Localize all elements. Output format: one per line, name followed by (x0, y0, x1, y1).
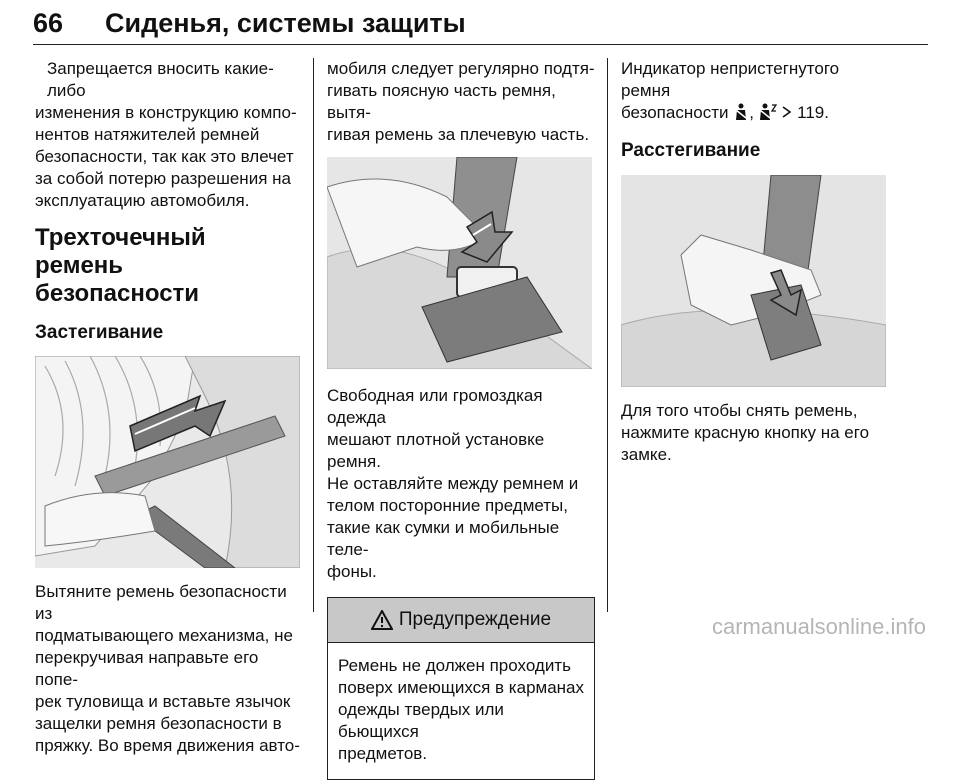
figure-tightening-belt (327, 157, 592, 369)
text-line: Вытяните ремень безопасности из (35, 582, 287, 623)
text-line: телом посторонние предметы, (327, 496, 568, 515)
text-line: Ремень не должен проходить (338, 656, 571, 675)
passenger-seatbelt-reminder-icon (759, 103, 777, 121)
text-line: Индикатор непристегнутого ремня (621, 59, 840, 100)
text-line: Не оставляйте между ремнем и (327, 474, 579, 493)
warning-box (327, 597, 595, 780)
section-heading (35, 224, 300, 308)
section-title: Сиденья, системы защиты (105, 8, 466, 38)
figure-fastening-belt (35, 356, 300, 568)
page-header (33, 6, 928, 45)
warning-header (328, 598, 594, 643)
text-line: замке. (621, 445, 672, 464)
text-line: такие как сумки и мобильные теле- (327, 518, 560, 559)
column-3 (621, 58, 889, 466)
page-reference: 119. (797, 103, 829, 122)
seatbelt-reminder-icon (733, 103, 749, 121)
clothing-paragraph (327, 385, 595, 583)
text-line: подматывающего механизма, не (35, 626, 293, 645)
text-line-with-icons (621, 102, 889, 124)
text-line: эксплуатацию автомобиля. (35, 191, 250, 210)
warning-triangle-icon (371, 610, 393, 630)
text-line: мешают плотной установке ремня. (327, 430, 545, 471)
text-line: за собой потерю разрешения на (35, 169, 291, 188)
column-divider-2 (607, 58, 608, 612)
text-line: Свободная или громоздкая одежда (327, 386, 543, 427)
heading-line: безопасности (35, 280, 200, 307)
text-span: безопасности (621, 103, 729, 122)
warning-body (328, 643, 594, 779)
subheading-fastening: Застегивание (35, 322, 164, 343)
figure-unfastening-belt (621, 175, 886, 387)
subheading-unfastening: Расстегивание (621, 140, 761, 161)
text-line: предметов. (338, 744, 428, 763)
column-1 (35, 58, 300, 757)
watermark: carmanualsonline.info (711, 614, 926, 639)
text-line: одежды твердых или бьющихся (338, 700, 504, 741)
text-line: поверх имеющихся в карманах (338, 678, 585, 697)
text-line: нажмите красную кнопку на его (621, 423, 870, 442)
text-line: пряжку. Во время движения авто- (35, 736, 300, 755)
text-line: Запрещается вносить какие-либо (47, 59, 274, 100)
text-line: рек туловища и вставьте язычок (35, 692, 291, 711)
text-line: фоны. (327, 562, 377, 581)
column-2 (327, 58, 595, 780)
fastening-paragraph (35, 581, 300, 757)
intro-paragraph (35, 58, 300, 212)
text-line: гивать поясную часть ремня, вытя- (327, 81, 556, 122)
text-line: перекручивая направьте его попе- (35, 648, 259, 689)
text-line: защелки ремня безопасности в (35, 714, 282, 733)
text-line: изменения в конструкцию компо- (35, 103, 297, 122)
page-reference-icon (781, 103, 792, 121)
unfastening-paragraph (621, 400, 889, 466)
text-line: нентов натяжителей ремней (35, 125, 260, 144)
warning-title: Предупреждение (398, 609, 552, 630)
text-line: мобиля следует регулярно подтя- (327, 59, 595, 78)
column-divider-1 (313, 58, 314, 612)
heading-line: Трехточечный ремень (35, 224, 206, 279)
page-number: 66 (33, 8, 64, 38)
text-line: гивая ремень за плечевую часть. (327, 125, 590, 144)
text-span: , (749, 103, 754, 122)
text-line: Для того чтобы снять ремень, (621, 401, 858, 420)
continued-paragraph (327, 58, 595, 146)
indicator-paragraph (621, 58, 889, 124)
text-line: безопасности, так как это влечет (35, 147, 294, 166)
